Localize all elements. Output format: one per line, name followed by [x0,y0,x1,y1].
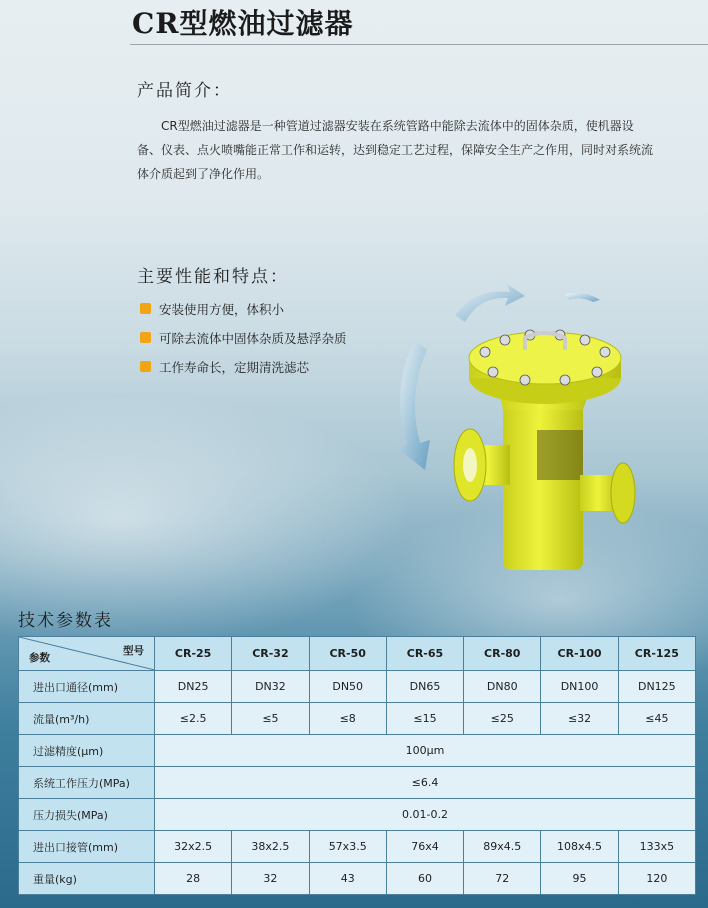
feature-text: 可除去流体中固体杂质及悬浮杂质 [159,330,347,346]
table-cell: DN80 [464,671,541,703]
table-cell: 43 [309,863,386,895]
row-label: 重量(kg) [19,863,155,895]
table-cell-span: 0.01-0.2 [155,799,696,831]
model-header: CR-100 [541,637,618,671]
bullet-icon [140,361,151,372]
features-heading: 主要性能和特点： [137,267,289,287]
page-title: CR型燃油过滤器 [132,7,354,40]
table-row [19,703,696,735]
model-header: CR-80 [464,637,541,671]
table-cell: 72 [464,863,541,895]
row-label: 过滤精度(μm) [19,735,155,767]
table-cell: ≤15 [386,703,463,735]
table-cell: ≤25 [464,703,541,735]
table-cell: DN100 [541,671,618,703]
table-cell: ≤8 [309,703,386,735]
table-cell: ≤2.5 [155,703,232,735]
table-row [19,767,696,799]
table-cell: 60 [386,863,463,895]
feature-text: 工作寿命长，定期清洗滤芯 [159,359,310,375]
feature-item [140,323,347,352]
row-label: 压力损失(MPa) [19,799,155,831]
table-cell: 57x3.5 [309,831,386,863]
row-label: 系统工作压力(MPa) [19,767,155,799]
table-row [19,735,696,767]
title-divider [130,44,708,45]
feature-text: 安装使用方便，体积小 [159,301,285,317]
table-cell: 32x2.5 [155,831,232,863]
flow-arrow-icon [397,340,430,470]
filter-product-image [385,280,645,580]
flow-arrow-icon [455,284,525,322]
table-cell: 108x4.5 [541,831,618,863]
row-label: 进出口通径(mm) [19,671,155,703]
table-cell: 89x4.5 [464,831,541,863]
table-cell: ≤45 [618,703,695,735]
table-row [19,799,696,831]
table-cell: 120 [618,863,695,895]
model-header: CR-125 [618,637,695,671]
model-header: CR-65 [386,637,463,671]
table-cell: 133x5 [618,831,695,863]
flow-arrow-icon [565,293,600,302]
table-cell: 76x4 [386,831,463,863]
table-cell: DN25 [155,671,232,703]
spec-table [18,636,696,895]
table-cell: DN50 [309,671,386,703]
table-cell: 32 [232,863,309,895]
spec-table-heading: 技术参数表 [18,611,113,631]
table-cell: DN65 [386,671,463,703]
table-cell: DN32 [232,671,309,703]
corner-param-label: 参数 [29,652,50,664]
intro-heading: 产品简介： [137,81,232,101]
table-cell: 28 [155,863,232,895]
feature-item [140,352,347,381]
bullet-icon [140,332,151,343]
table-cell: ≤32 [541,703,618,735]
table-row [19,671,696,703]
table-cell: ≤5 [232,703,309,735]
table-row [19,831,696,863]
table-row [19,863,696,895]
bullet-icon [140,303,151,314]
table-corner-cell [19,637,155,671]
row-label: 进出口接管(mm) [19,831,155,863]
corner-model-label: 型号 [123,645,144,657]
table-cell: 38x2.5 [232,831,309,863]
feature-list [140,294,347,381]
intro-text: CR型燃油过滤器是一种管道过滤器安装在系统管路中能除去流体中的固体杂质，使机器设备、仪表、点火喷嘴能正常工作和运转，达到稳定工艺过程，保障安全生产之作用，同时对系统流体介质起到了净化作用。 [137,119,654,181]
table-cell-span: ≤6.4 [155,767,696,799]
table-cell: DN125 [618,671,695,703]
feature-item [140,294,347,323]
model-header: CR-50 [309,637,386,671]
model-header: CR-25 [155,637,232,671]
table-header-row [19,637,696,671]
row-label: 流量(m³/h) [19,703,155,735]
model-header: CR-32 [232,637,309,671]
table-cell: 95 [541,863,618,895]
table-cell-span: 100μm [155,735,696,767]
